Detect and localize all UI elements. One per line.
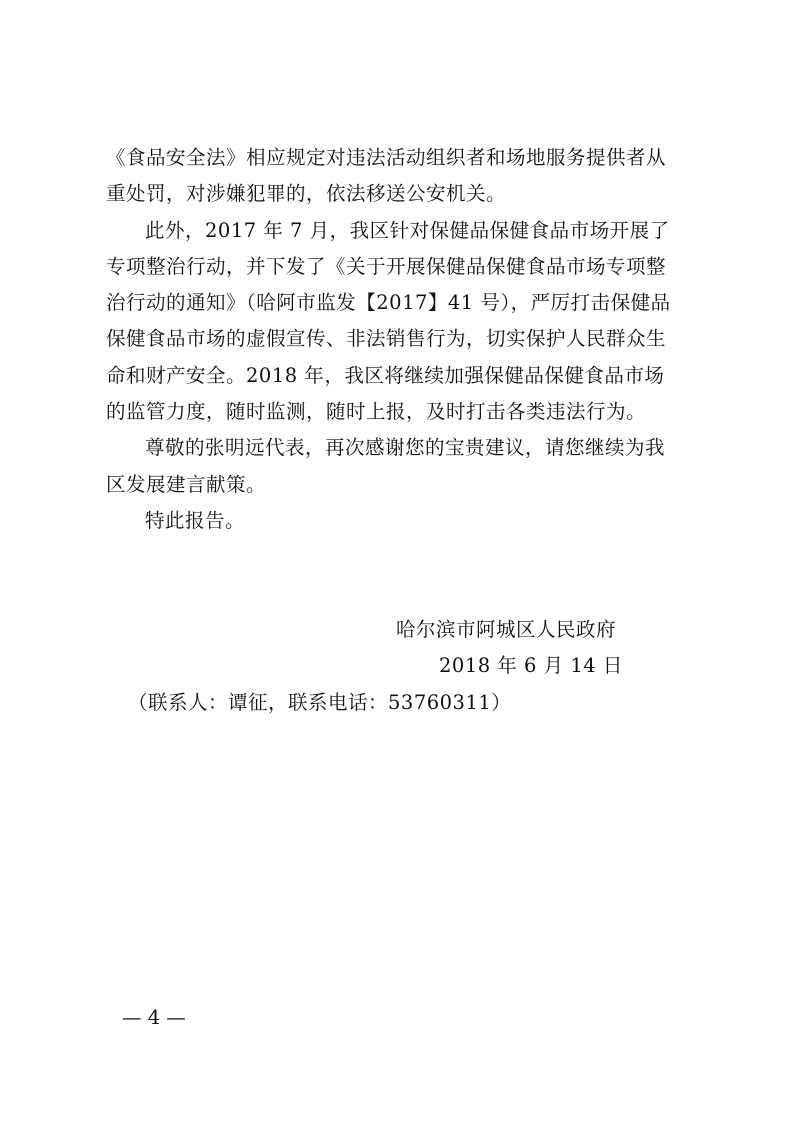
signature-organization: 哈尔滨市阿城区人民政府 [396, 618, 617, 641]
paragraph-closing: 特此报告。 [145, 508, 246, 532]
page-number: — 4 — [122, 1006, 186, 1029]
contact-info: （联系人：谭征，联系电话：53760311） [128, 691, 512, 714]
signature-date: 2018 年 6 月 14 日 [439, 654, 623, 677]
document-body [106, 140, 691, 539]
paragraph-continuation: 《食品安全法》相应规定对违法活动组织者和场地服务提供者从 重处罚，对涉嫌犯罪的，依法移送公安机关。 [106, 146, 667, 206]
paragraph-thanks: 尊敬的张明远代表，再次感谢您的宝贵建议，请您继续为我 区发展建言献策。 [106, 436, 666, 496]
paragraph-special-campaign: 此外，2017 年 7 月，我区针对保健品保健食品市场开展了 专项整治行动，并下发了《关于开展保健品保健食品市场专项整 治行动的通知》（哈阿市监发【2017】41 号），严厉打击保健品 保健食品市场的虚假宣传、非法销售行为，切实保护人民群众生 命和财产安全。2018 年，我区将继续加强保健品保健食品市场 的监管力度，随时监测，随时上报，及时打击各类违法行为。 [106, 218, 671, 424]
